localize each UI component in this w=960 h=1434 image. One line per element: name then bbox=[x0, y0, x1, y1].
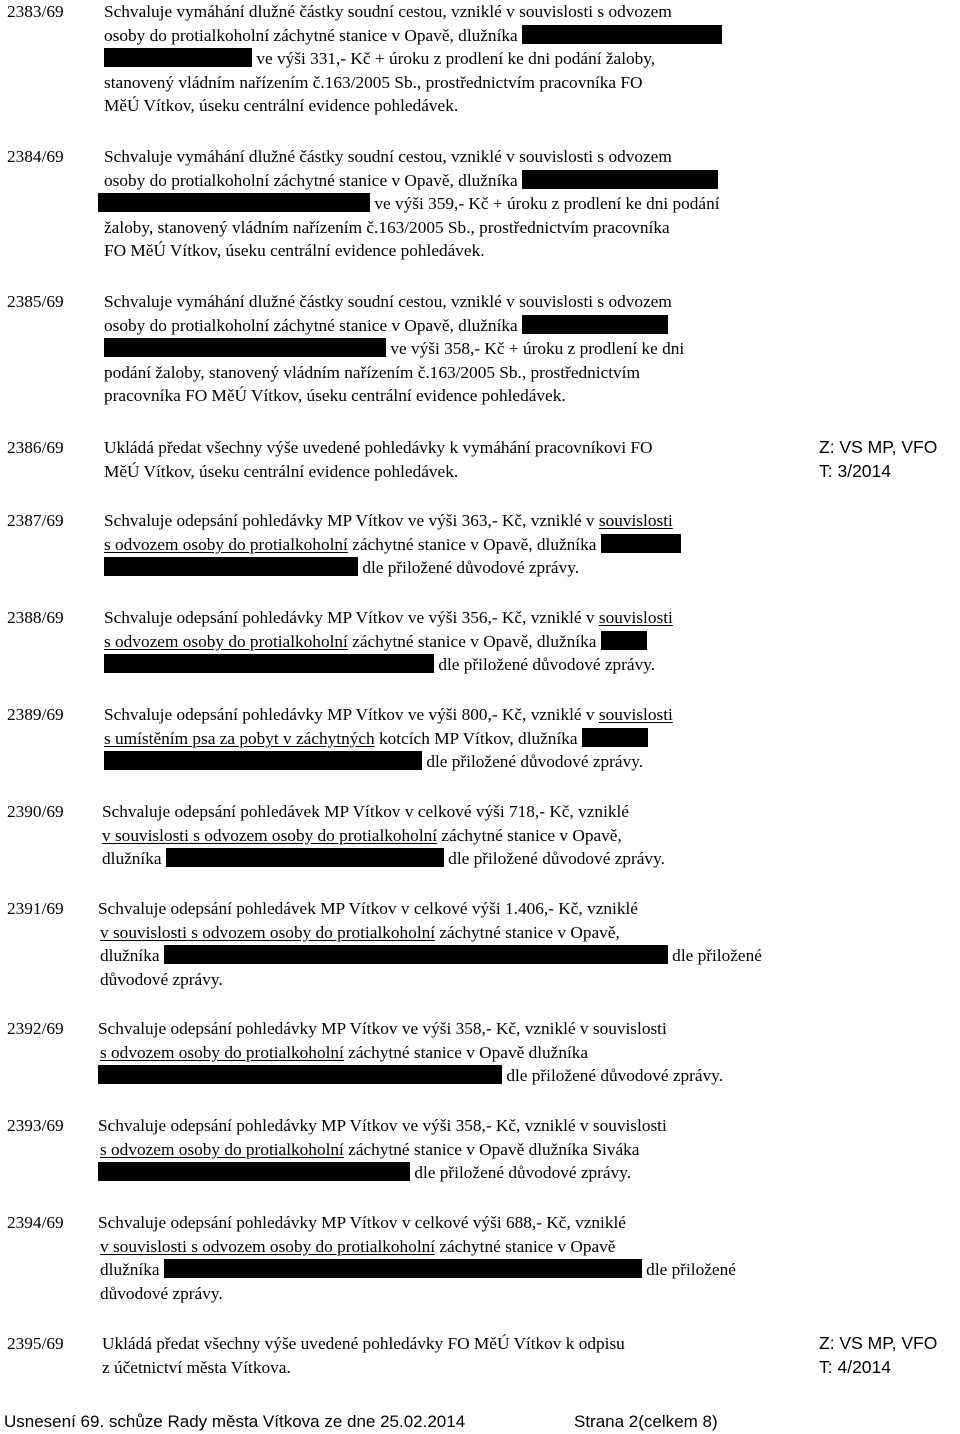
resolution-text: MěÚ Vítkov, úseku centrální evidence pohledávek. bbox=[104, 96, 459, 115]
resolution-text: důvodové zprávy. bbox=[100, 1283, 223, 1303]
resolution-number: 2384/69 bbox=[7, 147, 64, 166]
resolution-text: ve výši 358,- Kč + úroku z prodlení ke dni bbox=[390, 339, 685, 358]
resolution-text: osoby do protialkoholní záchytné stanice v Opavě, dlužníka bbox=[104, 25, 518, 45]
responsibility-note bbox=[819, 1332, 937, 1379]
resolution-number: 2385/69 bbox=[7, 292, 64, 311]
resolution-text: s odvozem osoby do protialkoholní záchytné stanice v Opavě, dlužníka bbox=[104, 631, 597, 651]
resolution-text: Schvaluje odepsání pohledávky MP Vítkov ve výši 358,- Kč, vzniklé v souvislosti bbox=[98, 1116, 667, 1135]
underlined-text: s odvozem osoby do protialkoholní bbox=[100, 1139, 344, 1159]
resolution-text: v souvislosti s odvozem osoby do protialkoholní záchytné stanice v Opavě bbox=[100, 1236, 616, 1256]
resolution-text: Schvaluje odepsání pohledávky MP Vítkov ve výši 358,- Kč, vzniklé v souvislosti bbox=[98, 1019, 667, 1038]
deadline: T: 4/2014 bbox=[819, 1356, 891, 1377]
redacted-block bbox=[164, 1259, 642, 1278]
redacted-block bbox=[104, 654, 434, 673]
resolution-number: 2395/69 bbox=[7, 1334, 64, 1353]
resolution-text: v souvislosti s odvozem osoby do protialkoholní záchytné stanice v Opavě, bbox=[100, 922, 620, 942]
resolution-text: s umístěním psa za pobyt v záchytných kotcích MP Vítkov, dlužníka bbox=[104, 728, 578, 748]
redacted-block bbox=[522, 170, 718, 189]
resolution-text: dlužníka bbox=[100, 946, 160, 965]
resolution-text: s odvozem osoby do protialkoholní záchytné stanice v Opavě dlužníka Siváka bbox=[100, 1139, 640, 1159]
responsible-persons: Z: VS MP, VFO bbox=[819, 437, 938, 457]
redacted-block bbox=[104, 48, 252, 67]
resolution-text: dlužníka bbox=[102, 849, 162, 868]
resolution-text: dle přiložené důvodové zprávy. bbox=[414, 1163, 632, 1182]
resolution-text: Schvaluje odepsání pohledávky MP Vítkov ve výši 800,- Kč, vzniklé v souvislosti bbox=[104, 705, 673, 724]
resolution-text: podání žaloby, stanovený vládním nařízením č.163/2005 Sb., prostřednictvím bbox=[104, 362, 640, 382]
underlined-text: v souvislosti s odvozem osoby do protialkoholní bbox=[100, 922, 436, 942]
resolution-number: 2389/69 bbox=[7, 705, 64, 724]
redacted-block bbox=[166, 848, 444, 867]
resolution-number: 2392/69 bbox=[7, 1019, 64, 1038]
resolution-text: dle přiložené důvodové zprávy. bbox=[438, 655, 656, 674]
resolution-text: ve výši 359,- Kč + úroku z prodlení ke dni podání bbox=[374, 194, 720, 213]
resolution-number: 2391/69 bbox=[7, 899, 64, 918]
underlined-text: souvislosti bbox=[598, 705, 673, 724]
responsibility-note bbox=[819, 436, 937, 483]
resolution-text: s odvozem osoby do protialkoholní záchytné stanice v Opavě, dlužníka bbox=[104, 534, 597, 554]
resolution-number: 2390/69 bbox=[7, 802, 64, 821]
resolution-text: FO MěÚ Vítkov, úseku centrální evidence pohledávek. bbox=[104, 241, 485, 260]
redacted-block bbox=[601, 631, 647, 650]
underlined-text: s odvozem osoby do protialkoholní bbox=[100, 1042, 344, 1062]
redacted-block bbox=[98, 193, 370, 212]
resolution-text: dle přiložené bbox=[646, 1260, 736, 1279]
resolution-text: Schvaluje odepsání pohledávek MP Vítkov v celkové výši 718,- Kč, vzniklé bbox=[102, 802, 629, 821]
resolution-text: pracovníka FO MěÚ Vítkov, úseku centrální evidence pohledávek. bbox=[104, 386, 566, 405]
redacted-block bbox=[164, 945, 668, 964]
redacted-block bbox=[98, 1162, 410, 1181]
resolution-text: Schvaluje odepsání pohledávky MP Vítkov ve výši 356,- Kč, vzniklé v souvislosti bbox=[104, 608, 673, 627]
resolution-number: 2383/69 bbox=[7, 2, 64, 21]
resolution-text: Schvaluje odepsání pohledávky MP Vítkov v celkové výši 688,- Kč, vzniklé bbox=[98, 1213, 626, 1232]
resolution-text: osoby do protialkoholní záchytné stanice v Opavě, dlužníka bbox=[104, 315, 518, 335]
redacted-block bbox=[601, 534, 681, 553]
underlined-text: v souvislosti s odvozem osoby do protialkoholní bbox=[100, 1236, 436, 1256]
redacted-block bbox=[522, 25, 722, 44]
resolution-text: dle přiložené důvodové zprávy. bbox=[362, 558, 580, 577]
redacted-block bbox=[104, 557, 358, 576]
underlined-text: souvislosti bbox=[598, 608, 673, 627]
resolution-number: 2388/69 bbox=[7, 608, 64, 627]
resolution-text: v souvislosti s odvozem osoby do protialkoholní záchytné stanice v Opavě, bbox=[102, 825, 622, 845]
deadline: T: 3/2014 bbox=[819, 460, 891, 481]
resolution-text: Schvaluje vymáhání dlužné částky soudní cestou, vzniklé v souvislosti s odvozem bbox=[104, 147, 672, 166]
resolution-text: Ukládá předat všechny výše uvedené pohledávky FO MěÚ Vítkov k odpisu bbox=[102, 1334, 625, 1353]
redacted-block bbox=[104, 338, 386, 357]
resolution-text: MěÚ Vítkov, úseku centrální evidence pohledávek. bbox=[104, 461, 459, 481]
underlined-text: s odvozem osoby do protialkoholní bbox=[104, 534, 348, 554]
resolution-text: žaloby, stanovený vládním nařízením č.163/2005 Sb., prostřednictvím pracovníka bbox=[104, 217, 670, 237]
resolution-text: s odvozem osoby do protialkoholní záchytné stanice v Opavě dlužníka bbox=[100, 1042, 589, 1062]
redacted-block bbox=[522, 315, 668, 334]
footer-left: Usnesení 69. schůze Rady města Vítkova ze dne 25.02.2014 bbox=[4, 1412, 466, 1431]
resolution-text: osoby do protialkoholní záchytné stanice v Opavě, dlužníka bbox=[104, 170, 518, 190]
responsible-persons: Z: VS MP, VFO bbox=[819, 1333, 938, 1353]
resolution-text: dle přiložené důvodové zprávy. bbox=[506, 1066, 724, 1085]
resolution-number: 2386/69 bbox=[7, 438, 64, 457]
resolution-text: dle přiložené důvodové zprávy. bbox=[448, 849, 665, 868]
underlined-text: souvislosti bbox=[598, 511, 673, 530]
resolution-text: dlužníka bbox=[100, 1260, 160, 1279]
redacted-block bbox=[582, 728, 648, 747]
resolution-text: Schvaluje vymáhání dlužné částky soudní cestou, vzniklé v souvislosti s odvozem bbox=[104, 2, 672, 21]
resolution-text: Schvaluje odepsání pohledávek MP Vítkov v celkové výši 1.406,- Kč, vzniklé bbox=[98, 899, 638, 918]
resolution-text: Schvaluje odepsání pohledávky MP Vítkov ve výši 363,- Kč, vzniklé v souvislosti bbox=[104, 511, 673, 530]
underlined-text: s umístěním psa za pobyt v záchytných bbox=[104, 728, 375, 748]
underlined-text: s odvozem osoby do protialkoholní bbox=[104, 631, 348, 651]
resolution-text: stanovený vládním nařízením č.163/2005 Sb., prostřednictvím pracovníka FO bbox=[104, 72, 643, 92]
resolution-text: z účetnictví města Vítkova. bbox=[102, 1357, 291, 1377]
resolution-text: Schvaluje vymáhání dlužné částky soudní cestou, vzniklé v souvislosti s odvozem bbox=[104, 292, 672, 311]
resolution-text: dle přiložené důvodové zprávy. bbox=[426, 752, 644, 771]
resolution-number: 2387/69 bbox=[7, 511, 64, 530]
resolution-text: Ukládá předat všechny výše uvedené pohledávky k vymáhání pracovníkovi FO bbox=[104, 438, 653, 457]
resolution-text: důvodové zprávy. bbox=[100, 969, 223, 989]
resolution-number: 2393/69 bbox=[7, 1116, 64, 1135]
resolution-text: ve výši 331,- Kč + úroku z prodlení ke dni podání žaloby, bbox=[256, 49, 656, 68]
underlined-text: v souvislosti s odvozem osoby do protialkoholní bbox=[102, 825, 438, 845]
page-number: Strana 2(celkem 8) bbox=[574, 1412, 718, 1431]
resolution-number: 2394/69 bbox=[7, 1213, 64, 1232]
redacted-block bbox=[104, 751, 422, 770]
redacted-block bbox=[98, 1065, 502, 1084]
resolution-text: dle přiložené bbox=[672, 946, 762, 965]
